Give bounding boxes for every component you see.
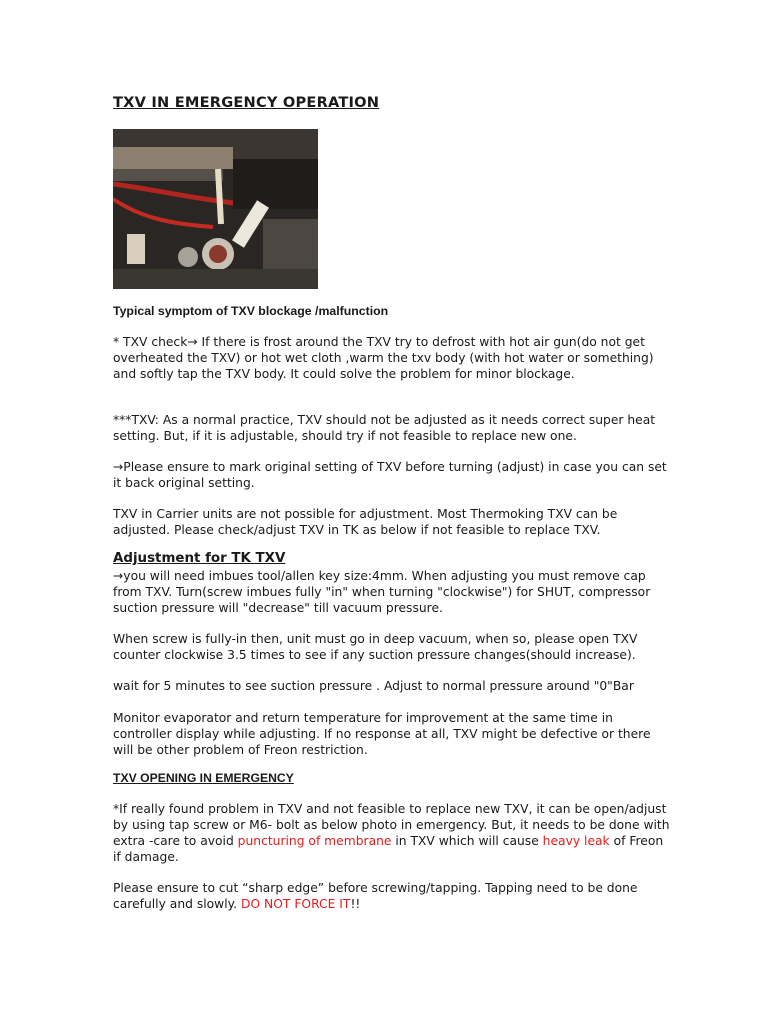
- paragraph-carrier-units: TXV in Carrier units are not possible for adjustment. Most Thermoking TXV can be adjusted. Please check/adjust TXV in TK as below if not feasible to replace TXV.: [113, 507, 618, 537]
- paragraph-monitor: Monitor evaporator and return temperature for improvement at the same time in controller display while adjusting. If no response at all, TXV might be defective or there will be other problem of Freon restriction.: [113, 711, 651, 757]
- sharp-edge-text-b: !!: [350, 897, 361, 911]
- paragraph-adjustment-steps: →you will need imbues tool/allen key size:4mm. When adjusting you must remove cap from TXV. Turn(screw imbues fully "in" when turning "clockwise") for SHUT, compressor suction pressure will "decrease" till vacuum pressure.: [113, 569, 651, 615]
- paragraph-emergency-open: [113, 801, 673, 865]
- paragraph-sharp-edge: [113, 880, 673, 912]
- paragraph-mark-setting: →Please ensure to mark original setting of TXV before turning (adjust) in case you can set it back original setting.: [113, 460, 667, 490]
- emergency-text-a: *If really found problem in TXV and not feasible to replace new TXV, it can be open/adjust by using tap screw or M6- bolt as below photo in emergency. But, it needs to be done with extra -care to avoid: [113, 802, 670, 848]
- paragraph-deep-vacuum: When screw is fully-in then, unit must go in deep vacuum, when so, please open TXV counter clockwise 3.5 times to see if any suction pressure changes(should increase).: [113, 632, 638, 662]
- document-title: TXV IN EMERGENCY OPERATION: [113, 94, 380, 111]
- emergency-text-c: of Freon if damage.: [113, 834, 664, 864]
- paragraph-txv-normal-practice: ***TXV: As a normal practice, TXV should not be adjusted as it needs correct super heat setting. But, if it is adjustable, should try if not feasible to replace new one.: [113, 413, 656, 443]
- symptom-heading: Typical symptom of TXV blockage /malfunction: [113, 304, 389, 318]
- warning-do-not-force: DO NOT FORCE IT: [241, 897, 351, 911]
- warning-heavy-leak: heavy leak: [542, 834, 610, 848]
- txv-valve-photo: [113, 129, 318, 289]
- paragraph-txv-check: * TXV check→ If there is frost around the TXV try to defrost with hot air gun(do not get overheated the TXV) or hot wet cloth ,warm the txv body (with hot water or something) and softly tap the TXV body. It could solve the problem for minor blockage.: [113, 335, 654, 381]
- emergency-text-b: in TXV which will cause: [391, 834, 543, 848]
- adjustment-heading: Adjustment for TK TXV: [113, 551, 286, 566]
- warning-puncturing-membrane: puncturing of membrane: [237, 834, 392, 848]
- emergency-heading: TXV OPENING IN EMERGENCY: [113, 771, 294, 785]
- paragraph-wait: wait for 5 minutes to see suction pressure . Adjust to normal pressure around "0"Bar: [113, 679, 634, 693]
- sharp-edge-text-a: Please ensure to cut “sharp edge” before screwing/tapping. Tapping need to be done carefully and slowly.: [113, 881, 638, 911]
